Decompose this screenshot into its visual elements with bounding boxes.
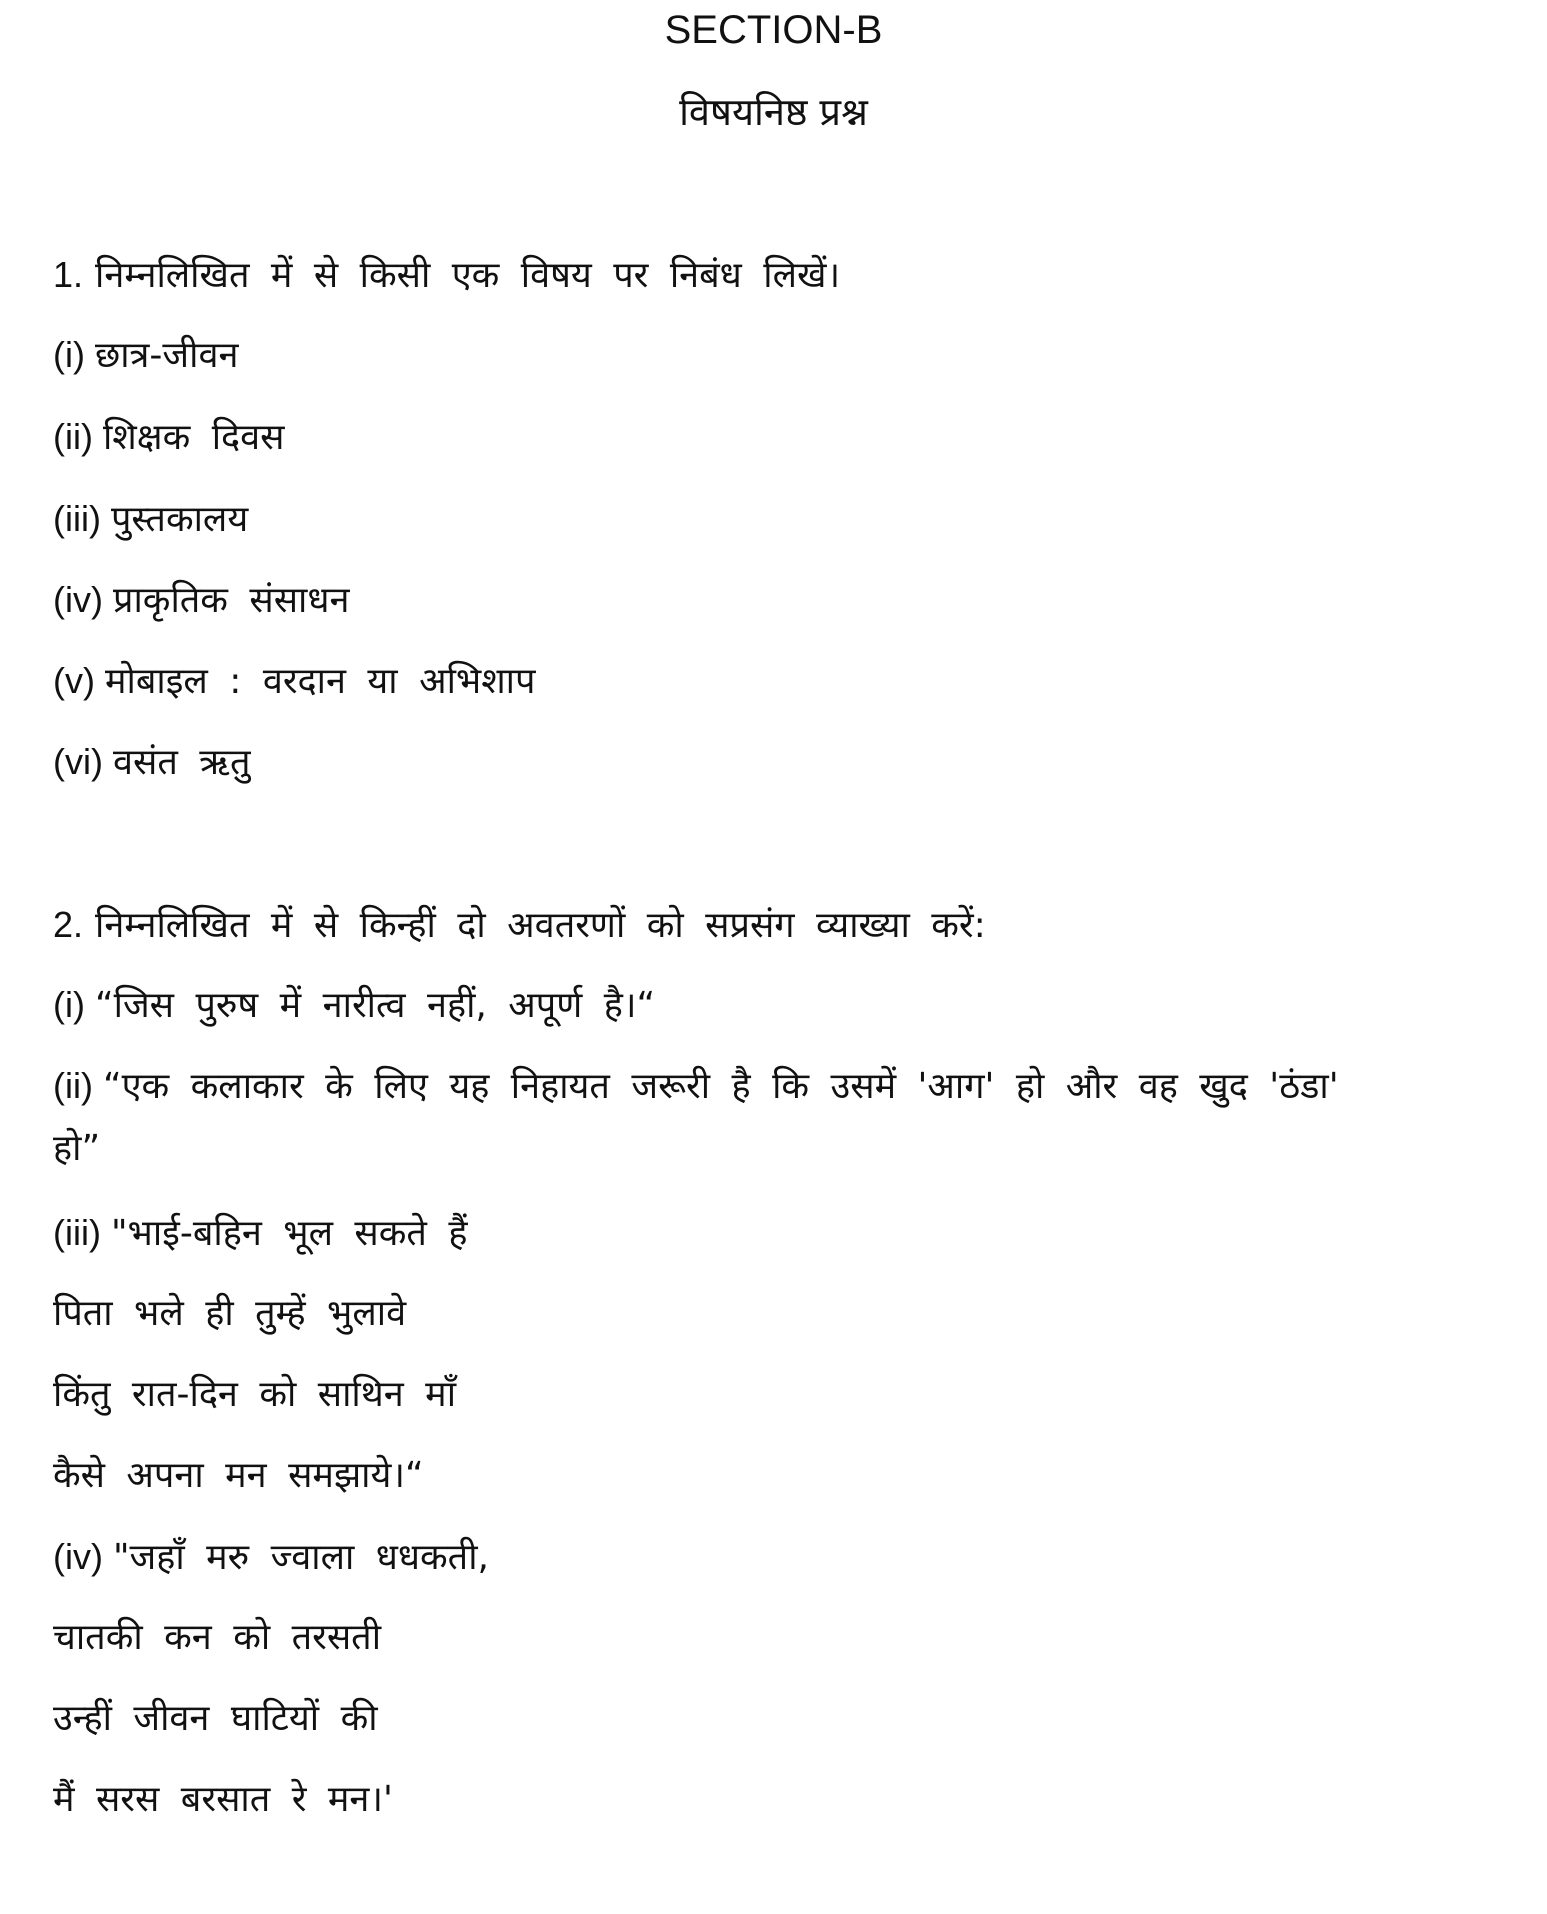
option-item [53, 654, 535, 709]
passage-label: (i) [53, 984, 85, 1025]
option-label: (v) [53, 660, 95, 701]
passage-line: “जिस पुरुष में नारीत्व नहीं, अपूर्ण है।“ [94, 985, 656, 1026]
option-label: (iv) [53, 579, 103, 620]
question-number: 1. [53, 254, 84, 295]
passage-line: मैं सरस बरसात रे मन।' [53, 1779, 393, 1820]
passage-line: पिता भले ही तुम्हें भुलावे [53, 1293, 407, 1334]
question-prompt: निम्नलिखित में से किसी एक विषय पर निबंध लिखें। [95, 255, 841, 296]
passage-item [53, 1206, 467, 1261]
passage-item [53, 1059, 1339, 1114]
option-text: मोबाइल : वरदान या अभिशाप [104, 661, 536, 702]
option-text: वसंत ऋतु [112, 742, 251, 783]
passage-line: “एक कलाकार के लिए यह निहायत जरूरी है कि उसमें 'आग' हो और वह खुद 'ठंडा' [102, 1066, 1339, 1107]
question-1-heading [53, 248, 840, 303]
passage-line: उन्हीं जीवन घाटियों की [53, 1698, 378, 1739]
option-label: (iii) [53, 498, 101, 539]
option-label: (ii) [53, 416, 93, 457]
passage-line: "जहाँ मरु ज्वाला धधकती, [112, 1537, 489, 1578]
passage-label: (ii) [53, 1065, 93, 1106]
option-text: छात्र-जीवन [94, 335, 239, 376]
option-item [53, 735, 251, 790]
passage-line: कैसे अपना मन समझाये।“ [53, 1455, 424, 1496]
passage-line: "भाई-बहिन भूल सकते हैं [110, 1213, 468, 1254]
passage-item [53, 978, 655, 1033]
section-title: SECTION-B [664, 8, 883, 52]
option-item [53, 410, 284, 465]
question-2-heading [53, 898, 986, 953]
section-subtitle: विषयनिष्ठ प्रश्न [679, 90, 868, 134]
question-number: 2. [53, 904, 84, 945]
option-text: शिक्षक दिवस [102, 417, 285, 458]
option-label: (vi) [53, 741, 103, 782]
passage-label: (iii) [53, 1212, 101, 1253]
option-text: प्राकृतिक संसाधन [112, 580, 350, 621]
option-item [53, 328, 238, 383]
passage-line: किंतु रात-दिन को साथिन माँ [53, 1374, 457, 1415]
option-label: (i) [53, 334, 85, 375]
passage-continuation: हो” [53, 1128, 101, 1169]
option-item [53, 492, 248, 547]
passage-item [53, 1530, 489, 1585]
question-prompt: निम्नलिखित में से किन्हीं दो अवतरणों को सप्रसंग व्याख्या करें: [95, 905, 986, 946]
passage-line: चातकी कन को तरसती [53, 1617, 382, 1658]
passage-label: (iv) [53, 1536, 103, 1577]
option-text: पुस्तकालय [110, 499, 249, 540]
option-item [53, 573, 350, 628]
